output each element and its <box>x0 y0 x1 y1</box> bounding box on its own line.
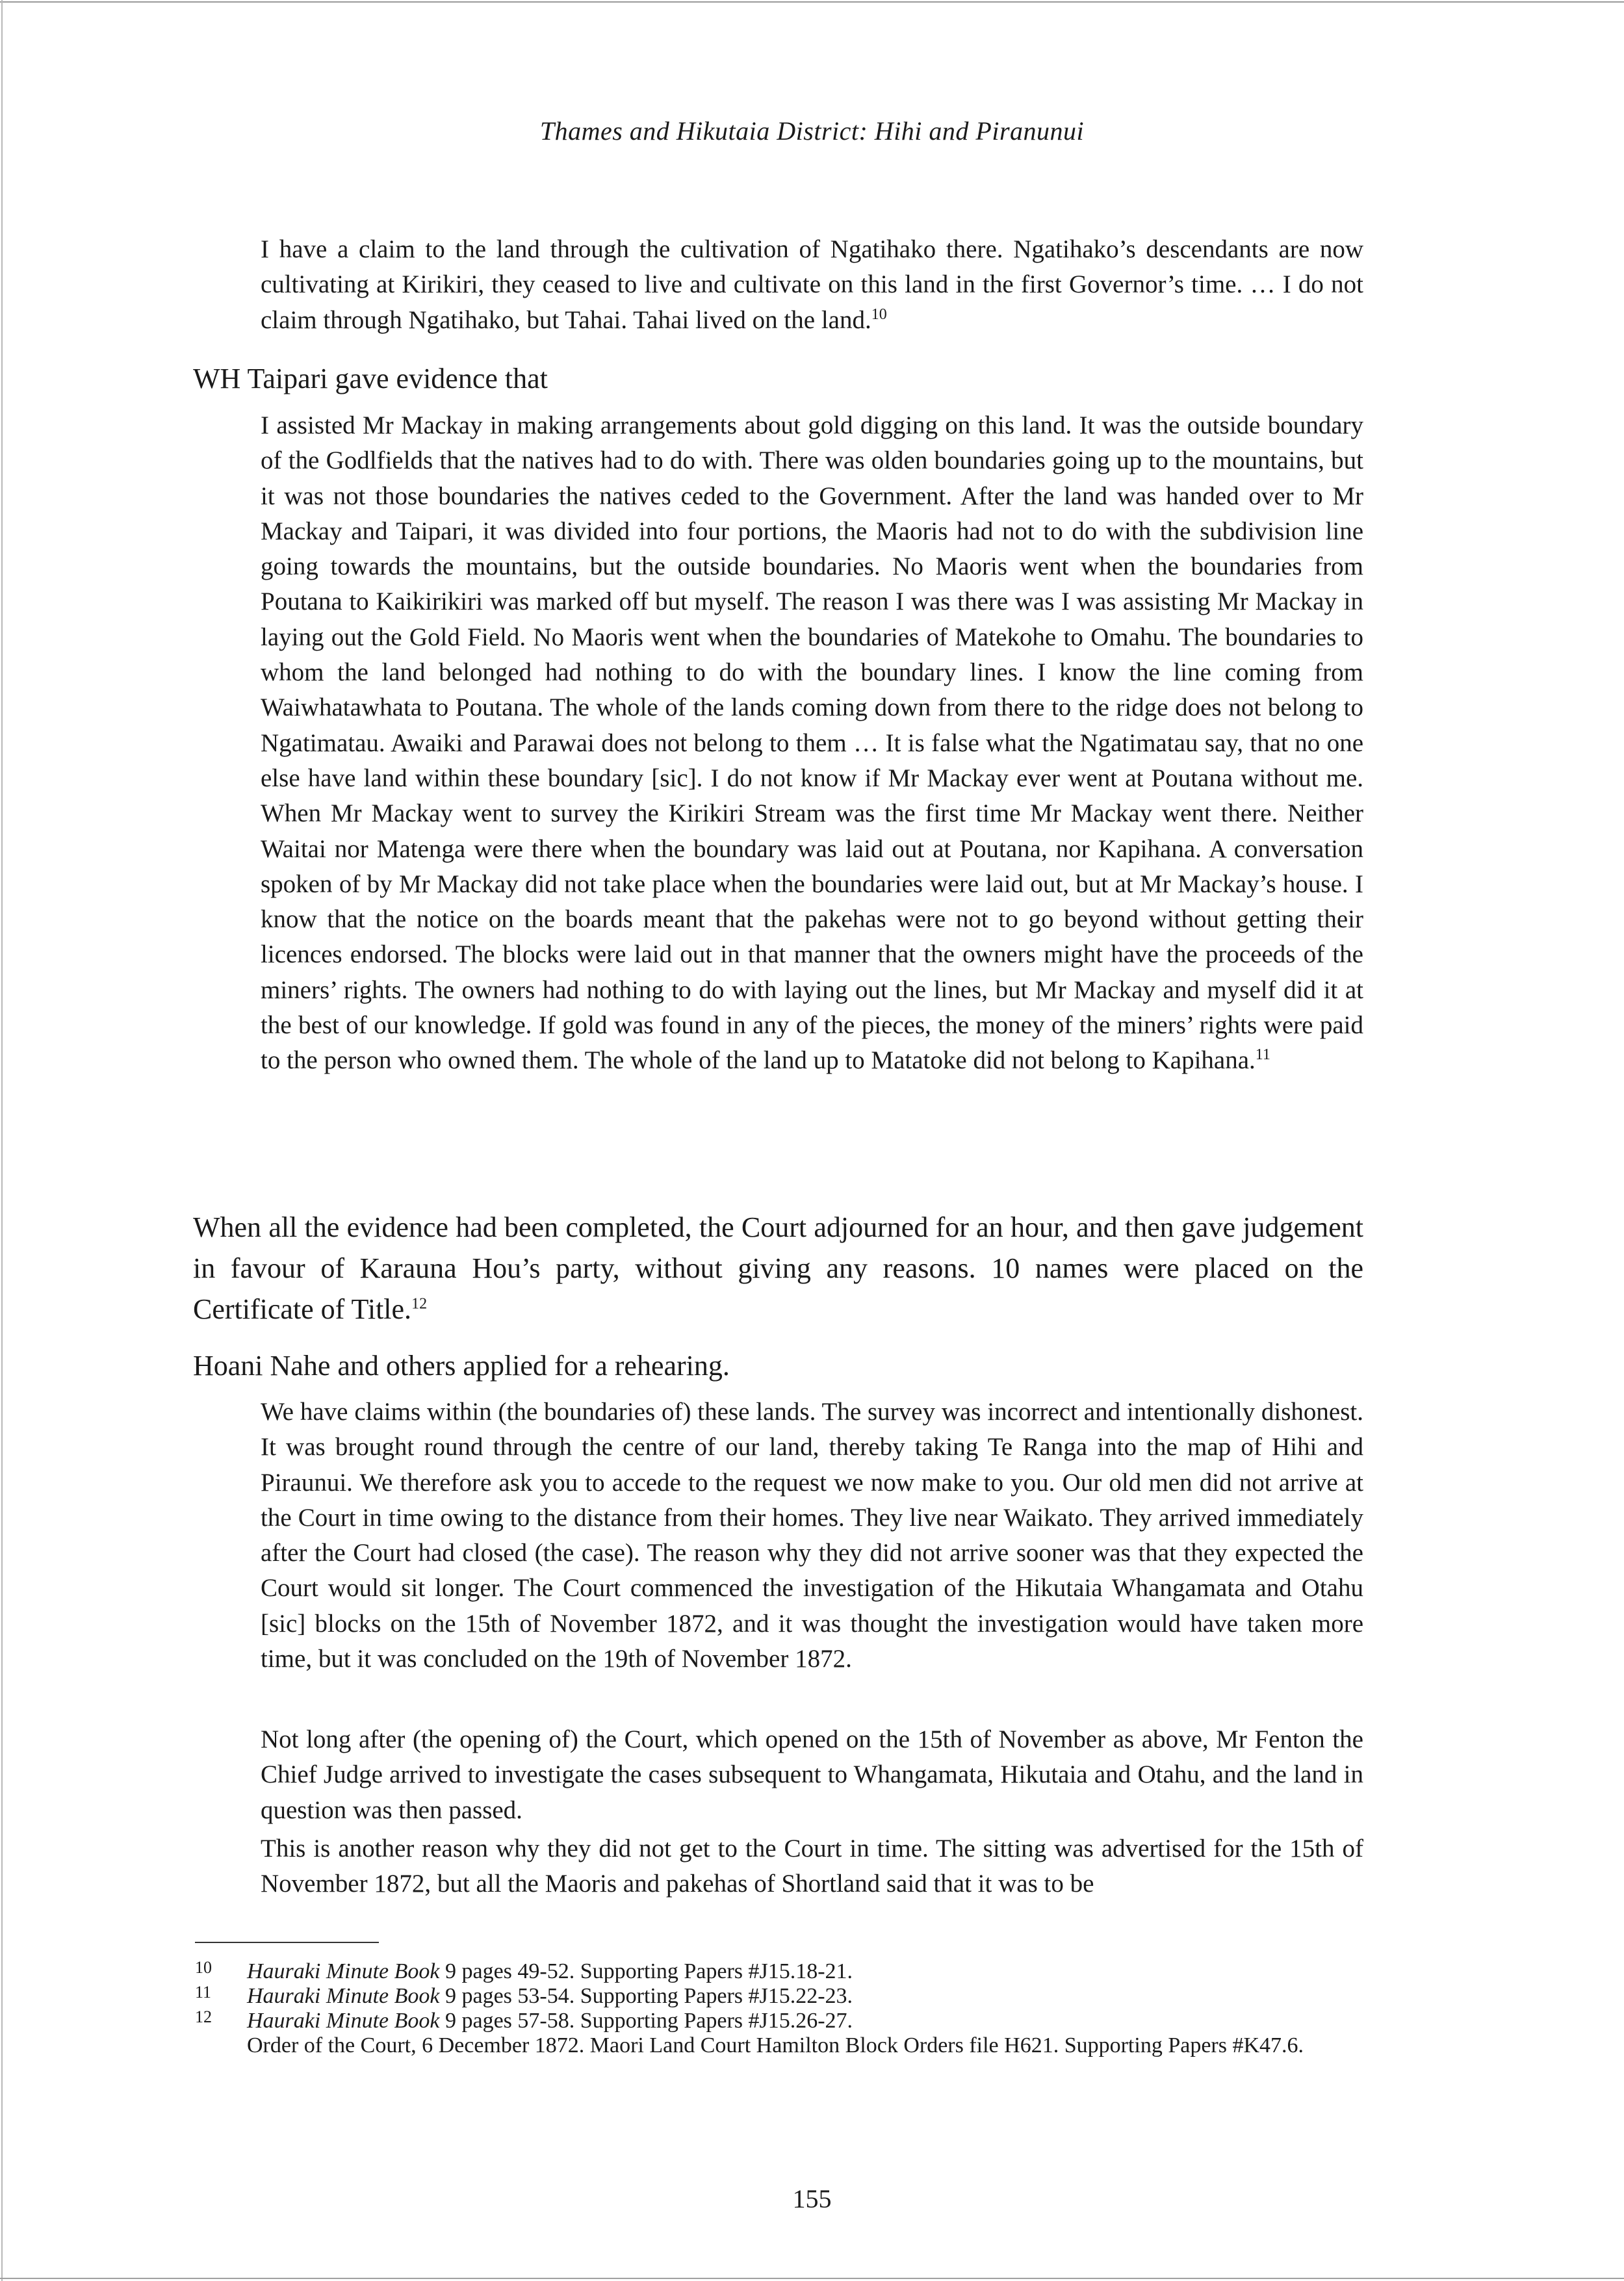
footnote-12 <box>195 2009 1365 2058</box>
footnote-text: 9 pages 57-58. Supporting Papers #J15.26-27. <box>439 2009 853 2033</box>
paragraph-taipari-intro: WH Taipari gave evidence that <box>193 363 548 394</box>
block-quote-2-text: I assisted Mr Mackay in making arrangements about gold digging on this land. It was the outside boundary of the Godlfields that the natives had to do with. There was olden boundaries going up to the mountains, but it was not those boundaries the natives ceded to the Government. After the land was handed over to Mr Mackay and Taipari, it was divided into four portions, the Maoris had not to do with the subdivision line going towards the mountains, but the outside boundaries. No Maoris went when the boundaries from Poutana to Kaikirikiri was marked off but myself. The reason I was there was I was assisting Mr Mackay in laying out the Gold Field. No Maoris went when the boundaries of Matekohe to Omahu. The boundaries to whom the land belonged had nothing to do with the boundary lines. I know the line coming from Waiwhatawhata to Poutana. The whole of the lands coming down from there to the ridge does not belong to Ngatimatau. Awaiki and Parawai does not belong to them … It is false what the Ngatimatau say, that no one else have land within these boundary [sic]. I do not know if Mr Mackay ever went at Poutana without me. When Mr Mackay went to survey the Kirikiri Stream was the first time Mr Mackay went there. Neither Waitai nor Matenga were there when the boundary was laid out at Poutana, nor Kapihana. A conversation spoken of by Mr Mackay did not take place when the boundaries were laid out, but at Mr Mackay’s house. I know that the notice on the boards meant that the pakehas were not to go beyond without getting their licences endorsed. The blocks were laid out in that manner that the owners might have the proceeds of the miners’ rights. The owners had nothing to do with laying out the lines, but Mr Mackay and myself did it at the best of our knowledge. If gold was found in any of the pieces, the money of the miners’ rights were paid to the person who owned them. The whole of the land up to Matatoke did not belong to Kapihana. <box>261 411 1363 1075</box>
block-quote-1-text: I have a claim to the land through the cultivation of Ngatihako there. Ngatihako’s descendants are now cultivating at Kirikiri, they ceased to live and cultivate on this land in the first Governor’s time. … I do not claim through Ngatihako, but Tahai. Tahai lived on the land. <box>261 235 1363 334</box>
footnote-text: 9 pages 53-54. Supporting Papers #J15.22-23. <box>439 1984 853 2008</box>
footnote-source-title: Hauraki Minute Book <box>247 1984 440 2008</box>
block-quote-1 <box>261 232 1363 338</box>
footnote-text-continued: Order of the Court, 6 December 1872. Maori Land Court Hamilton Block Orders file H621. Supporting Papers #K47.6. <box>247 2033 1304 2057</box>
running-head: Thames and Hikutaia District: Hihi and Piranunui <box>539 116 1085 146</box>
footnote-10 <box>195 1959 1365 1984</box>
footnotes <box>195 1959 1365 2058</box>
paragraph-judgement-text: When all the evidence had been completed, the Court adjourned for an hour, and then gave judgement in favour of Karauna Hou’s party, without giving any reasons. 10 names were placed on the Certificate of Title. <box>193 1211 1363 1325</box>
block-quote-2 <box>261 408 1363 1079</box>
footnote-separator <box>195 1942 379 1943</box>
footnote-ref-10: 10 <box>871 305 887 323</box>
left-edge-rule <box>1 0 3 2281</box>
bottom-edge-rule <box>0 2278 1624 2279</box>
footnote-number: 11 <box>195 1983 212 2002</box>
footnote-number: 12 <box>195 2007 212 2026</box>
block-quote-4: Not long after (the opening of) the Court, which opened on the 15th of November as above, Mr Fenton the Chief Judge arrived to investigate the cases subsequent to Whangamata, Hikutaia and Otahu, and the land in question was then passed. <box>261 1725 1363 1824</box>
footnote-11 <box>195 1984 1365 2009</box>
footnote-ref-11: 11 <box>1255 1046 1270 1064</box>
block-quote-5: This is another reason why they did not get to the Court in time. The sitting was advertised for the 15th of November 1872, but all the Maoris and pakehas of Shortland said that it was to be <box>261 1835 1363 1898</box>
footnote-text: 9 pages 49-52. Supporting Papers #J15.18-21. <box>439 1959 853 1983</box>
footnote-ref-12: 12 <box>411 1295 428 1313</box>
paragraph-judgement <box>193 1207 1363 1330</box>
page-number: 155 <box>792 2184 832 2213</box>
footnote-source-title: Hauraki Minute Book <box>247 1959 440 1983</box>
footnote-number: 10 <box>195 1958 212 1977</box>
block-quote-3: We have claims within (the boundaries of) these lands. The survey was incorrect and intentionally dishonest. It was brought round through the centre of our land, thereby taking Te Ranga into the map of Hihi and Piraunui. We therefore ask you to accede to the request we now make to you. Our old men did not arrive at the Court in time owing to the distance from their homes. They live near Waikato. They arrived immediately after the Court had closed (the case). The reason why they did not arrive sooner was that they expected the Court would sit longer. The Court commenced the investigation of the Hikutaia Whangamata and Otahu [sic] blocks on the 15th of November 1872, and it was thought the investigation would have taken more time, but it was concluded on the 19th of November 1872. <box>261 1398 1363 1673</box>
paragraph-rehearing: Hoani Nahe and others applied for a rehearing. <box>193 1350 730 1382</box>
top-edge-rule <box>0 1 1624 3</box>
footnote-source-title: Hauraki Minute Book <box>247 2009 440 2033</box>
